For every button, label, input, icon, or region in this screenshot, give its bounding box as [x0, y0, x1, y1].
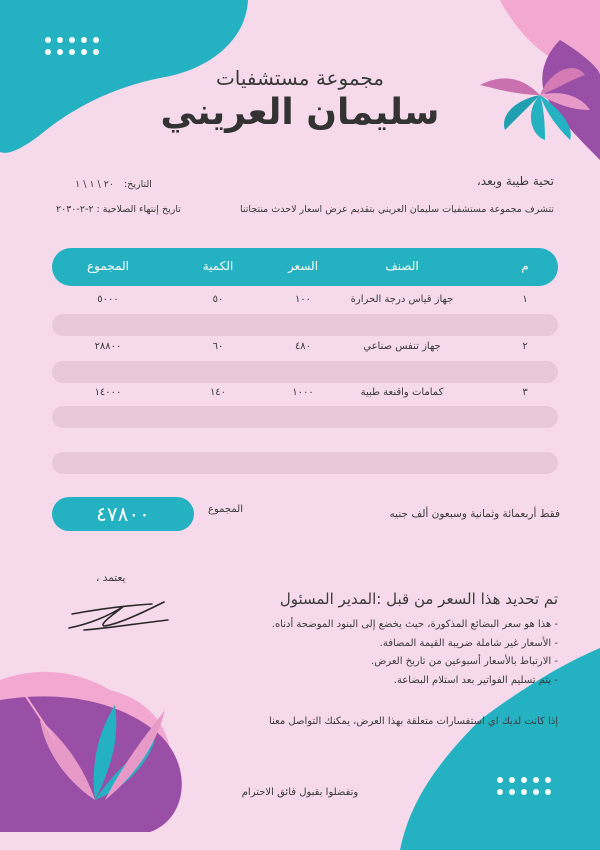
- header-qty: الكمية: [202, 259, 234, 273]
- table-row-spacer: [52, 314, 558, 336]
- table-row: [52, 290, 558, 312]
- date-value: ٢٠ \ ١ \ ١: [75, 179, 114, 190]
- total-in-words: فقط أربعمائة وثمانية وسبعون ألف جنيه: [389, 508, 560, 520]
- header-price: السعر: [287, 259, 319, 273]
- table-header: [52, 248, 558, 286]
- cell-price: ١٠٠٠: [292, 387, 314, 398]
- table-row: [52, 337, 558, 359]
- cell-item: كمامات واقنعة طبية: [360, 387, 444, 398]
- cell-no: ١: [522, 294, 528, 305]
- header-item: الصنف: [385, 259, 419, 273]
- cell-total: ١٤٠٠٠: [94, 387, 122, 398]
- cell-price: ١٠٠: [294, 294, 312, 305]
- terms-list: [272, 616, 558, 690]
- closing-note: وتفضلوا بقبول فائق الاحترام: [241, 787, 359, 798]
- terms-heading: تم تحديد هذا السعر من قبل :المدير المسئول: [279, 590, 558, 608]
- table-row-empty: [52, 452, 558, 474]
- terms-item: - هذا هو سعر البضائع المذكورة، حيث يخضع إلى البنود الموضحة أدناه.: [271, 619, 558, 630]
- header-subtitle: مجموعة مستشفيات: [215, 66, 385, 90]
- grand-total-label: المجموع: [208, 504, 243, 515]
- terms-item: - يتم تسليم الفواتير بعد استلام البضاعة.: [393, 674, 558, 686]
- expiry-date: تاريخ إنتهاء الصلاحية : ٢-٢-٢٠٣٠: [56, 204, 181, 215]
- top-dot-grid: [44, 36, 104, 60]
- page-title: سليمان العريني: [160, 92, 440, 133]
- approval-label: يعتمد ،: [96, 572, 126, 584]
- table-row-spacer: [52, 361, 558, 383]
- header-total: المجموع: [87, 259, 129, 273]
- terms-item: - الأسعار غير شاملة ضريبة القيمة المضافة.: [379, 637, 558, 649]
- cell-no: ٢: [522, 341, 528, 352]
- cell-no: ٣: [522, 387, 528, 398]
- signature-mark: [64, 594, 174, 636]
- date-label: التاريخ:: [124, 179, 152, 190]
- grand-total-value: ٤٧٨٠٠: [52, 497, 194, 531]
- greeting: تحية طيبة وبعد،: [476, 174, 554, 188]
- cell-price: ٤٨٠: [294, 341, 312, 352]
- cell-qty: ٥٠: [212, 294, 224, 305]
- cell-total: ٢٨٨٠٠: [94, 341, 122, 352]
- header-no: م: [521, 259, 529, 273]
- cell-total: ٥٠٠٠: [97, 294, 119, 305]
- cell-item: جهاز قياس درجة الحرارة: [350, 294, 454, 305]
- cell-qty: ١٤٠: [209, 387, 227, 398]
- cell-qty: ٦٠: [212, 341, 224, 352]
- contact-note: إذا كانت لديك اي استفسارات متعلقة بهذا العرض، يمكنك التواصل معنا: [268, 716, 558, 727]
- cell-item: جهاز تنفس صناعي: [363, 341, 441, 352]
- terms-item: - الارتباط بالأسعار أسبوعين من تاريخ العرض.: [371, 656, 558, 667]
- table-row-empty: [52, 406, 558, 428]
- intro-text: تتشرف مجموعة مستشفيات سليمان العريني بتقديم عرض اسعار لاحدث منتجاتنا: [240, 204, 554, 215]
- table-row: [52, 383, 558, 405]
